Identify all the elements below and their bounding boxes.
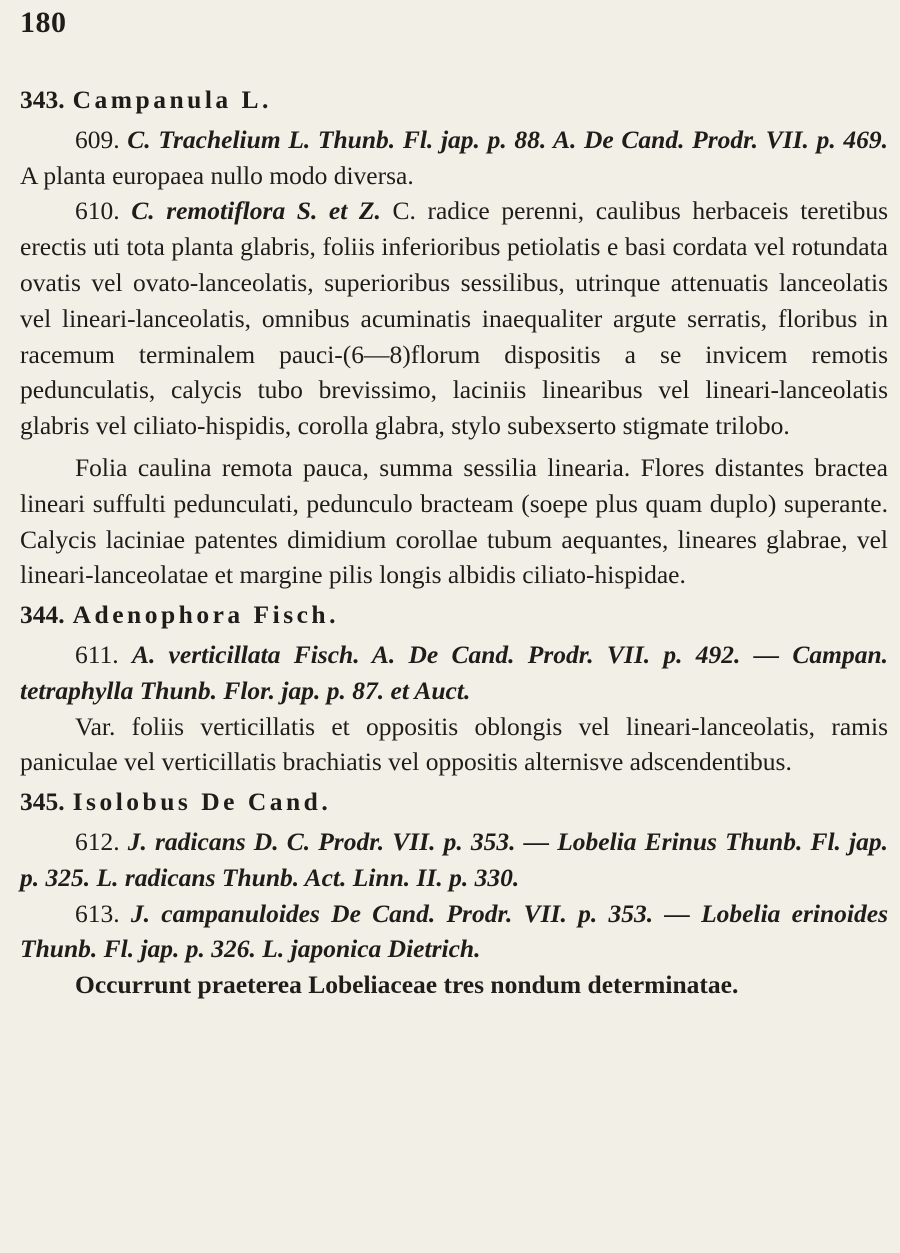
species-number: 613. [75,898,120,928]
species-number: 611. [75,639,119,669]
genus-heading-343 [20,82,888,118]
species-entry-609 [20,122,888,194]
species-entry-613 [20,896,888,968]
species-reference: J. radicans D. C. Prodr. VII. p. 353. — Lobelia Erinus Thunb. Fl. jap. p. 325. L. radicans Thunb. Act. Linn. II. p. 330. [20,826,888,892]
species-reference: C. Trachelium L. Thunb. Fl. jap. p. 88. A. De Cand. Prodr. VII. p. 469. [127,124,888,154]
genus-number: 343. [20,85,65,114]
species-diagnosis: C. radice perenni, caulibus herbaceis teretibus erectis uti tota planta glabris, foliis inferioribus petiolatis e basi cordata vel rotundata ovatis vel ovato-lanceolatis, superioribus sessilibus, utrinque attenuatis lanceolatis vel lineari-lanceolatis, omnibus acuminatis inaequaliter argute serratis, floribus in racemum terminalem pauci-(6—8)florum dispositis a se invicem remotis pedunculatis, calycis tubo brevissimo, laciniis linearibus vel lineari-lanceolatis glabris vel ciliato-hispidis, corolla glabra, stylo subexserto stigmate trilobo. [20,196,889,441]
species-name: C. remotiflora S. et Z. [131,196,381,226]
genus-heading-345 [20,784,888,820]
species-reference: A. verticillata Fisch. A. De Cand. Prodr. VII. p. 492. — Campan. tetraphylla Thunb. Flor. jap. p. 87. et Auct. [20,639,889,705]
species-entry-610 [20,193,888,444]
species-entry-612 [20,824,888,896]
page-text [20,78,888,1003]
genus-name: Campanula L. [72,85,272,114]
genus-heading-344 [20,597,888,633]
genus-number: 345. [20,787,65,817]
species-number: 610. [75,196,120,226]
genus-name: Adenophora Fisch. [72,600,339,630]
species-remark: A planta europaea nullo modo diversa. [20,160,414,190]
species-number: 609. [75,124,120,154]
variety-note-611: Var. foliis verticillatis et oppositis oblongis vel lineari-lanceolatis, ramis paniculae vel verticillatis brachiatis vel oppositis alternisve adscendentibus. [20,711,888,777]
page-number: 180 [20,6,67,39]
closing-remark: Occurrunt praeterea Lobeliaceae tres nondum determinatae. [75,970,739,1000]
species-number: 612. [75,826,120,856]
species-entry-611 [20,637,888,709]
species-reference: J. campanuloides De Cand. Prodr. VII. p. 353. — Lobelia erinoides Thunb. Fl. jap. p. 326. L. japonica Dietrich. [20,898,888,964]
genus-number: 344. [20,600,65,630]
species-note-610: Folia caulina remota pauca, summa sessilia linearia. Flores distantes bractea lineari suffulti pedunculati, pedunculo bracteam (soepe plus quam duplo) superante. Calycis laciniae patentes dimidium corollae tubum aequantes, lineares glabrae, vel lineari-lanceolatae et margine pilis longis albidis ciliato-hispidae. [20,452,888,590]
genus-name: Isolobus De Cand. [72,787,332,817]
